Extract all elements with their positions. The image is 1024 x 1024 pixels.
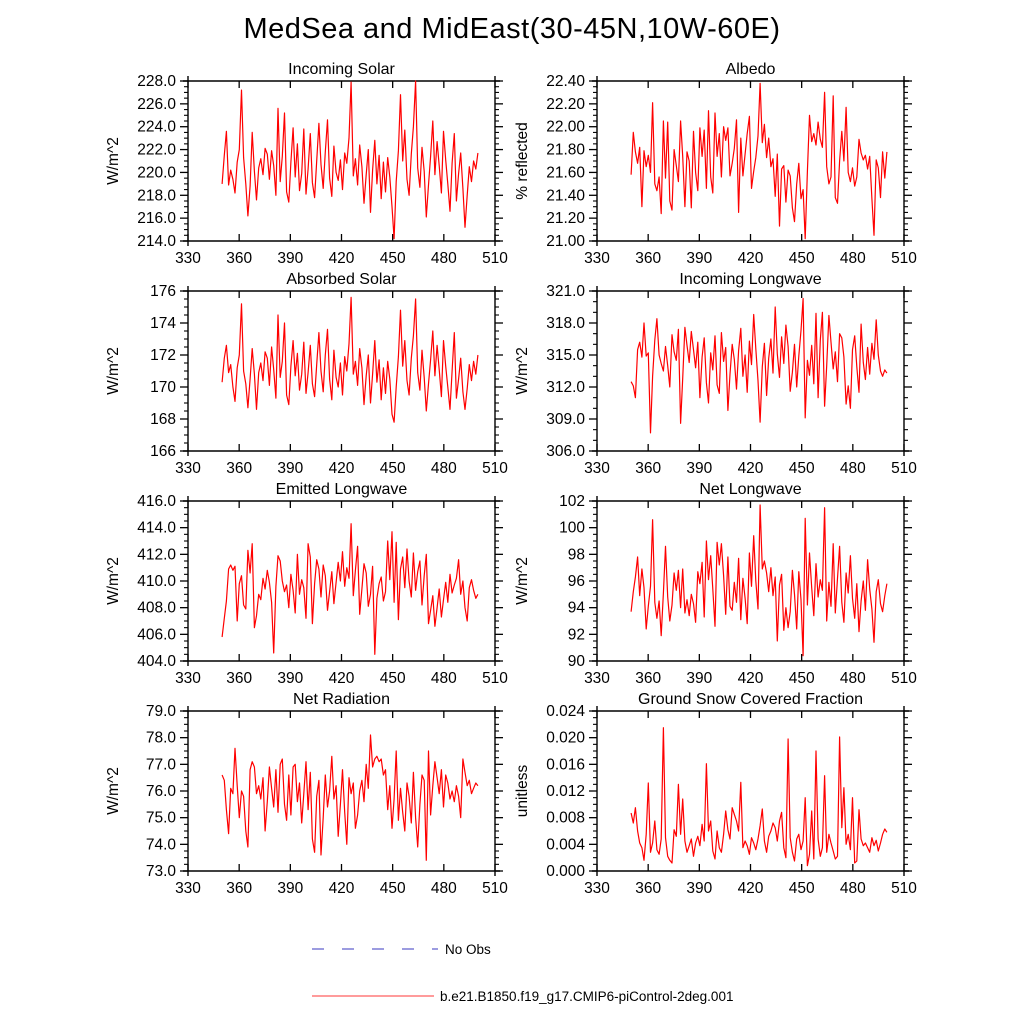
y-tick-label: 21.60 (546, 164, 585, 182)
x-tick-label: 510 (482, 880, 508, 897)
page-title: MedSea and MidEast(30-45N,10W-60E) (243, 13, 781, 45)
data-line (631, 299, 887, 433)
y-tick-label: 166 (150, 443, 176, 460)
y-tick-label: 0.004 (546, 836, 585, 854)
panel-title: Incoming Longwave (679, 271, 822, 288)
data-line (222, 297, 478, 422)
x-tick-label: 510 (482, 460, 508, 477)
y-tick-label: 21.40 (546, 187, 585, 205)
x-tick-label: 360 (226, 250, 253, 267)
x-tick-label: 510 (891, 460, 917, 477)
y-tick-label: 94 (567, 599, 585, 617)
y-tick-label: 412.0 (137, 546, 176, 564)
y-tick-label: 90 (567, 653, 585, 670)
x-tick-label: 390 (277, 250, 304, 267)
y-axis-title: W/m^2 (105, 557, 122, 605)
panel-incoming-longwave (501, 268, 963, 483)
data-line (222, 735, 478, 860)
x-tick-label: 480 (430, 670, 457, 687)
x-tick-label: 450 (788, 670, 815, 687)
y-tick-label: 21.20 (546, 210, 585, 228)
y-tick-label: 172 (150, 347, 176, 364)
y-tick-label: 416.0 (137, 493, 176, 510)
panel-title: Albedo (725, 61, 776, 78)
x-tick-label: 420 (328, 250, 355, 267)
data-line (222, 524, 478, 655)
y-tick-label: 22.20 (546, 95, 585, 113)
y-tick-label: 100 (559, 519, 585, 537)
x-tick-label: 390 (686, 880, 713, 897)
x-tick-label: 480 (839, 460, 866, 477)
x-tick-label: 360 (635, 250, 662, 267)
x-tick-label: 390 (277, 880, 304, 897)
x-tick-label: 480 (430, 250, 457, 267)
panel-incoming-solar (92, 58, 554, 273)
y-tick-label: 78.0 (145, 729, 176, 747)
x-tick-label: 450 (379, 880, 406, 897)
data-line (631, 83, 887, 238)
y-tick-label: 174 (150, 315, 176, 332)
y-tick-label: 228.0 (137, 73, 176, 90)
x-tick-label: 420 (328, 880, 355, 897)
x-tick-label: 510 (891, 880, 917, 897)
panel-net-longwave (501, 478, 963, 693)
x-tick-label: 420 (737, 670, 764, 687)
y-axis-title: W/m^2 (514, 347, 531, 395)
x-tick-label: 390 (686, 250, 713, 267)
y-axis-title: W/m^2 (105, 137, 122, 185)
x-tick-label: 330 (584, 460, 610, 477)
x-tick-label: 480 (839, 880, 866, 897)
y-tick-label: 318.0 (546, 315, 585, 332)
x-tick-label: 450 (788, 460, 815, 477)
x-tick-label: 420 (737, 250, 764, 267)
y-axis-title: W/m^2 (105, 347, 122, 395)
x-tick-label: 510 (482, 250, 508, 267)
y-tick-label: 73.0 (145, 863, 176, 880)
x-tick-label: 330 (584, 880, 610, 897)
y-tick-label: 226.0 (137, 95, 176, 113)
y-axis-title: % reflected (514, 122, 531, 200)
x-tick-label: 480 (430, 460, 457, 477)
x-tick-label: 330 (175, 670, 201, 687)
panel-title: Emitted Longwave (275, 481, 408, 498)
panel-title: Ground Snow Covered Fraction (638, 691, 863, 708)
x-tick-label: 450 (379, 670, 406, 687)
x-tick-label: 330 (584, 670, 610, 687)
y-tick-label: 0.016 (546, 756, 585, 774)
y-tick-label: 79.0 (145, 703, 176, 720)
x-tick-label: 360 (226, 670, 253, 687)
y-tick-label: 22.40 (546, 73, 585, 90)
y-tick-label: 21.80 (546, 141, 585, 159)
panel-title: Absorbed Solar (286, 271, 397, 288)
x-tick-label: 420 (328, 670, 355, 687)
legend (0, 925, 1024, 1020)
x-tick-label: 390 (277, 670, 304, 687)
panel-albedo (501, 58, 963, 273)
y-tick-label: 0.008 (546, 809, 585, 827)
panel-ground-snow-covered-fraction (501, 688, 963, 903)
y-tick-label: 216.0 (137, 210, 176, 228)
x-tick-label: 450 (379, 250, 406, 267)
y-tick-label: 312.0 (546, 379, 585, 396)
y-tick-label: 22.00 (546, 118, 585, 136)
y-tick-label: 315.0 (546, 347, 585, 364)
x-tick-label: 390 (686, 460, 713, 477)
panel-net-radiation (92, 688, 554, 903)
y-tick-label: 224.0 (137, 118, 176, 136)
x-tick-label: 450 (379, 460, 406, 477)
x-tick-label: 510 (891, 670, 917, 687)
y-tick-label: 76.0 (145, 783, 176, 800)
y-axis-title: W/m^2 (105, 767, 122, 815)
x-tick-label: 360 (226, 880, 253, 897)
y-tick-label: 98 (567, 546, 585, 564)
panel-absorbed-solar (92, 268, 554, 483)
x-tick-label: 330 (175, 460, 201, 477)
x-tick-label: 420 (737, 880, 764, 897)
x-tick-label: 450 (788, 880, 815, 897)
panel-title: Net Radiation (293, 691, 390, 708)
panel-emitted-longwave (92, 478, 554, 693)
x-tick-label: 510 (891, 250, 917, 267)
x-tick-label: 360 (635, 670, 662, 687)
y-tick-label: 75.0 (145, 809, 176, 827)
x-tick-label: 480 (839, 250, 866, 267)
y-tick-label: 321.0 (546, 283, 585, 300)
y-tick-label: 102 (559, 493, 585, 510)
x-tick-label: 480 (430, 880, 457, 897)
data-line (222, 81, 478, 239)
y-tick-label: 414.0 (137, 519, 176, 537)
y-tick-label: 21.00 (546, 233, 585, 250)
y-tick-label: 214.0 (137, 233, 176, 250)
y-tick-label: 222.0 (137, 141, 176, 159)
y-tick-label: 306.0 (546, 443, 585, 460)
y-tick-label: 77.0 (145, 756, 176, 774)
x-tick-label: 390 (277, 460, 304, 477)
y-tick-label: 170 (150, 379, 176, 396)
y-tick-label: 168 (150, 411, 176, 428)
panel-title: Net Longwave (699, 481, 802, 498)
y-tick-label: 0.000 (546, 863, 585, 880)
x-tick-label: 420 (328, 460, 355, 477)
panel-title: Incoming Solar (288, 61, 395, 78)
x-tick-label: 510 (482, 670, 508, 687)
x-tick-label: 480 (839, 670, 866, 687)
y-tick-label: 410.0 (137, 573, 176, 590)
y-axis-title: unitless (514, 764, 531, 818)
y-tick-label: 176 (150, 283, 176, 300)
y-tick-label: 406.0 (137, 626, 176, 644)
y-tick-label: 218.0 (137, 187, 176, 205)
y-tick-label: 309.0 (546, 411, 585, 428)
y-tick-label: 0.024 (546, 703, 585, 720)
x-tick-label: 450 (788, 250, 815, 267)
no-obs-label: No Obs (445, 942, 491, 957)
y-tick-label: 404.0 (137, 653, 176, 670)
y-axis-title: W/m^2 (514, 557, 531, 605)
data-line (631, 728, 887, 866)
x-tick-label: 330 (175, 880, 201, 897)
y-tick-label: 74.0 (145, 836, 176, 854)
x-tick-label: 360 (226, 460, 253, 477)
y-tick-label: 220.0 (137, 164, 176, 182)
model-run-label: b.e21.B1850.f19_g17.CMIP6-piControl-2deg.001 (440, 989, 734, 1004)
x-tick-label: 420 (737, 460, 764, 477)
x-tick-label: 360 (635, 460, 662, 477)
data-line (631, 505, 887, 656)
y-tick-label: 92 (567, 626, 585, 644)
x-tick-label: 390 (686, 670, 713, 687)
x-tick-label: 330 (175, 250, 201, 267)
y-tick-label: 408.0 (137, 599, 176, 617)
y-tick-label: 96 (567, 573, 585, 590)
x-tick-label: 360 (635, 880, 662, 897)
y-tick-label: 0.012 (546, 783, 585, 800)
y-tick-label: 0.020 (546, 729, 585, 747)
x-tick-label: 330 (584, 250, 610, 267)
